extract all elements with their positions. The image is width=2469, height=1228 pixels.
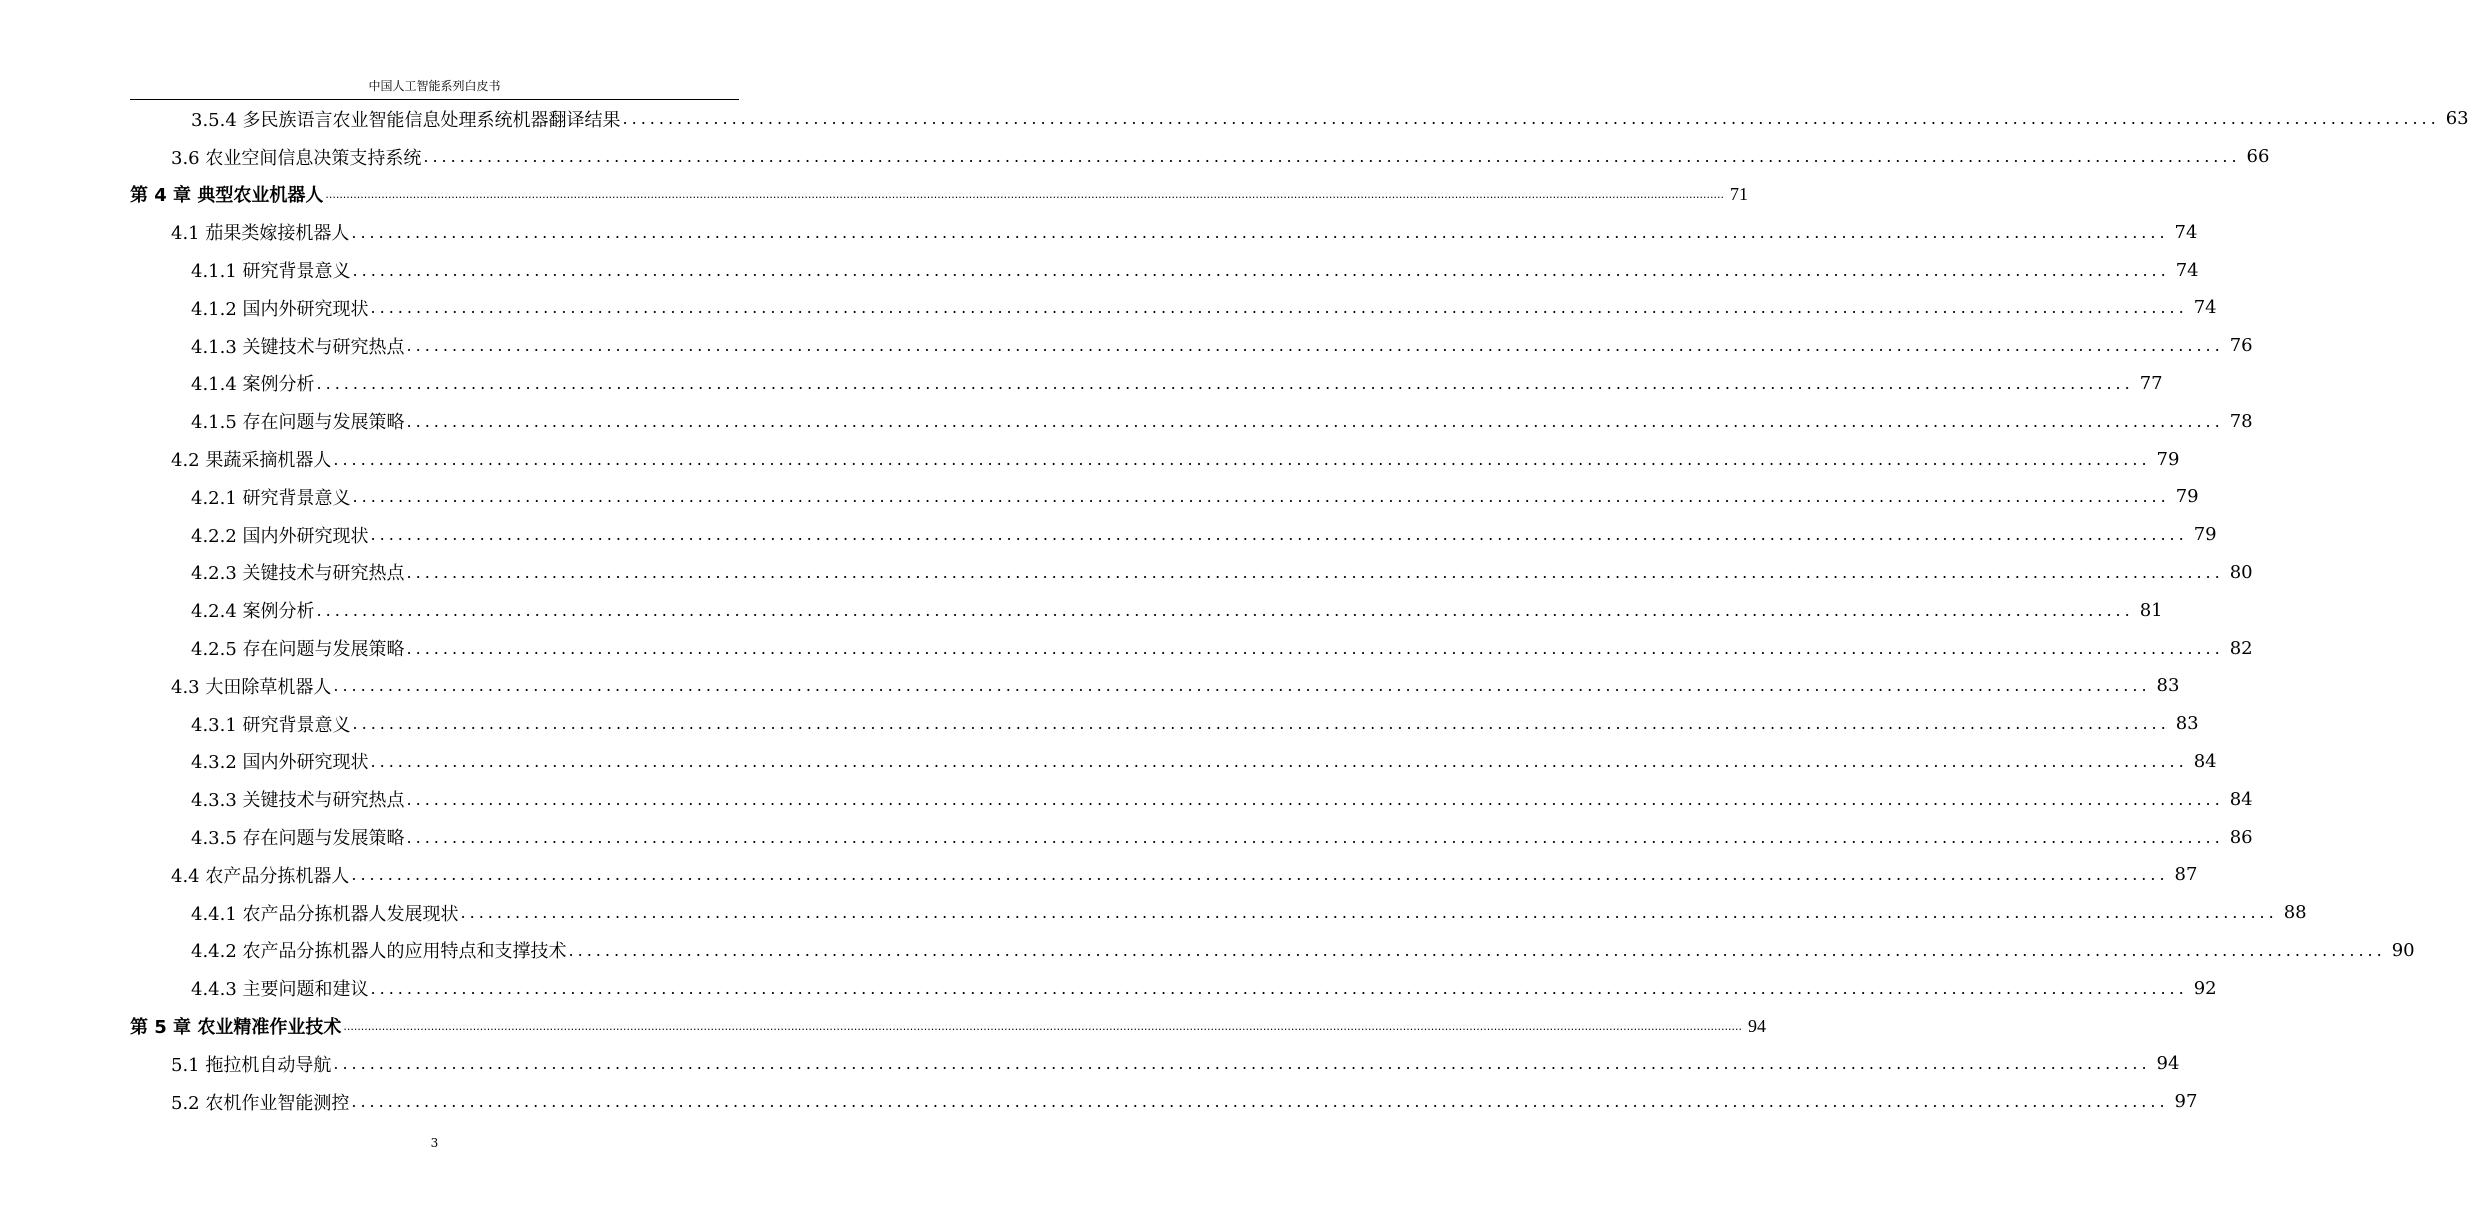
toc-leader-dots: ........................................................................................................................................................................................................ [406,789,2224,809]
toc-entry-page: 63 [2445,108,2469,130]
toc-entry-label: 4.1 茄果类嫁接机器人 [171,223,350,245]
toc-entry[interactable] [130,440,2180,478]
toc-entry[interactable] [130,554,2253,592]
toc-entry-label: 4.1.4 案例分析 [191,374,315,396]
toc-entry-page: 78 [2229,410,2253,432]
toc-entry-page: 97 [2174,1091,2198,1113]
toc-leader-dots: ........................................................................................................................................................................................................ [423,147,2241,167]
toc-entry[interactable] [130,516,2217,554]
toc-entry[interactable] [130,705,2199,743]
toc-entry[interactable] [130,176,1748,214]
toc-entry-page: 80 [2229,561,2253,583]
toc-leader-dots: ........................................................................................................................................................................................................ [352,260,2170,280]
toc-entry-label: 4.3 大田除草机器人 [171,676,332,698]
toc-entry-page: 83 [2175,713,2199,735]
toc-leader-dots: ........................................................................................................................................................................................................ [370,978,2188,998]
toc-entry[interactable] [130,969,2217,1007]
toc-leader-dots: ........................................................................................................................................................................................................ [406,827,2224,847]
toc-entry-page: 79 [2175,486,2199,508]
toc-entry-label: 4.4.1 农产品分拣机器人发展现状 [191,903,459,925]
toc-entry-page: 94 [2156,1053,2180,1075]
toc-leader-dots: ........................................................................................................................................................................................................ [406,336,2224,356]
toc-entry[interactable] [130,591,2163,629]
toc-entry-page: 84 [2193,750,2217,772]
toc-leader-dots: ........................................................................................................................................................................................................ [352,487,2170,507]
toc-entry-label: 4.4.3 主要问题和建议 [191,979,369,1001]
toc-entry-page: 82 [2229,637,2253,659]
toc-entry[interactable] [130,100,2469,138]
toc-entry[interactable] [130,365,2163,403]
toc-leader-dots: ........................................................................................................................................................................................................ [351,1092,2169,1112]
toc-entry-page: 66 [2246,146,2270,168]
toc-leader-dots: ........................................................................................................................................................................................................ [370,751,2188,771]
toc-leader-dots: ........................................................................................................................................................................................................ [316,600,2134,620]
toc-entry-label: 4.2.2 国内外研究现状 [191,525,369,547]
toc-entry-label: 4.3.2 国内外研究现状 [191,752,369,774]
toc-entry-label: 4.1.2 国内外研究现状 [191,298,369,320]
toc-entry-label: 4.2.4 案例分析 [191,601,315,623]
toc-entry[interactable] [130,1045,2180,1083]
toc-entry-label: 4.1.3 关键技术与研究热点 [191,336,405,358]
toc-entry-page: 74 [2174,221,2198,243]
toc-entry[interactable] [130,894,2307,932]
toc-leader-dots: ........................................................................................................................................................................................................ [568,940,2386,960]
toc-entry-page: 77 [2139,372,2163,394]
toc-entry[interactable] [130,932,2415,970]
table-of-contents [130,100,2469,1121]
toc-entry-label: 4.2.5 存在问题与发展策略 [191,639,405,661]
toc-entry-page: 79 [2156,448,2180,470]
toc-entry[interactable] [130,402,2253,440]
toc-entry-label: 5.1 拖拉机自动导航 [171,1054,332,1076]
toc-entry[interactable] [130,1007,1766,1045]
toc-leader-dots: ........................................................................................................................................................................................................ [406,562,2224,582]
toc-entry-page: 92 [2193,977,2217,999]
page-number: 3 [430,1136,439,1150]
toc-entry[interactable] [130,856,2198,894]
toc-leader-dots: ........................................................................................................................................................................................................ [316,373,2134,393]
toc-entry-label: 第 5 章 农业精准作业技术 [130,1017,342,1039]
toc-entry-label: 第 4 章 典型农业机器人 [130,185,324,207]
toc-leader-dots: ................................................................................................................................................................................................................................................................................................................................................................................................................ [343,1019,1742,1033]
toc-entry-page: 84 [2229,788,2253,810]
toc-leader-dots: ........................................................................................................................................................................................................ [351,222,2169,242]
toc-entry-label: 4.2 果蔬采摘机器人 [171,450,332,472]
toc-entry[interactable] [130,1083,2198,1121]
toc-entry-label: 5.2 农机作业智能测控 [171,1092,350,1114]
toc-entry[interactable] [130,138,2270,176]
running-header: 中国人工智能系列白皮书 [368,79,501,93]
toc-entry[interactable] [130,743,2217,781]
toc-entry[interactable] [130,213,2198,251]
toc-leader-dots: ........................................................................................................................................................................................................ [460,903,2278,923]
toc-entry-page: 94 [1747,1015,1766,1036]
toc-entry-page: 74 [2175,259,2199,281]
toc-entry-page: 79 [2193,524,2217,546]
toc-entry[interactable] [130,251,2199,289]
toc-entry-label: 4.3.3 关键技术与研究热点 [191,790,405,812]
toc-leader-dots: ........................................................................................................................................................................................................ [406,638,2224,658]
toc-entry[interactable] [130,289,2217,327]
toc-entry-label: 3.6 农业空间信息决策支持系统 [171,147,422,169]
toc-entry-label: 4.3.5 存在问题与发展策略 [191,828,405,850]
toc-leader-dots: ........................................................................................................................................................................................................ [370,298,2188,318]
toc-entry-label: 4.1.5 存在问题与发展策略 [191,412,405,434]
toc-leader-dots: ........................................................................................................................................................................................................ [351,865,2169,885]
toc-leader-dots: ........................................................................................................................................................................................................ [370,525,2188,545]
toc-entry-label: 4.4 农产品分拣机器人 [171,865,350,887]
toc-leader-dots: ........................................................................................................................................................................................................ [352,714,2170,734]
toc-entry[interactable] [130,667,2180,705]
toc-entry[interactable] [130,478,2199,516]
toc-entry-page: 74 [2193,297,2217,319]
toc-entry[interactable] [130,780,2253,818]
toc-entry-page: 81 [2139,599,2163,621]
toc-leader-dots: ................................................................................................................................................................................................................................................................................................................................................................................................................ [325,187,1724,201]
toc-entry-page: 76 [2229,335,2253,357]
toc-leader-dots: ........................................................................................................................................................................................................ [333,449,2151,469]
toc-entry[interactable] [130,327,2253,365]
toc-entry-label: 4.3.1 研究背景意义 [191,714,351,736]
toc-entry-page: 87 [2174,864,2198,886]
toc-entry-label: 4.4.2 农产品分拣机器人的应用特点和支撑技术 [191,941,567,963]
toc-entry-label: 3.5.4 多民族语言农业智能信息处理系统机器翻译结果 [191,109,621,131]
toc-leader-dots: ........................................................................................................................................................................................................ [622,109,2440,129]
toc-entry-page: 90 [2391,939,2415,961]
toc-entry-page: 86 [2229,826,2253,848]
toc-entry-label: 4.2.1 研究背景意义 [191,487,351,509]
toc-entry[interactable] [130,629,2253,667]
toc-entry-label: 4.2.3 关键技术与研究热点 [191,563,405,585]
toc-entry-label: 4.1.1 研究背景意义 [191,261,351,283]
toc-entry-page: 88 [2283,902,2307,924]
toc-entry-page: 71 [1729,183,1748,204]
toc-leader-dots: ........................................................................................................................................................................................................ [333,676,2151,696]
toc-leader-dots: ........................................................................................................................................................................................................ [406,411,2224,431]
toc-entry[interactable] [130,818,2253,856]
toc-entry-page: 83 [2156,675,2180,697]
toc-leader-dots: ........................................................................................................................................................................................................ [333,1054,2151,1074]
